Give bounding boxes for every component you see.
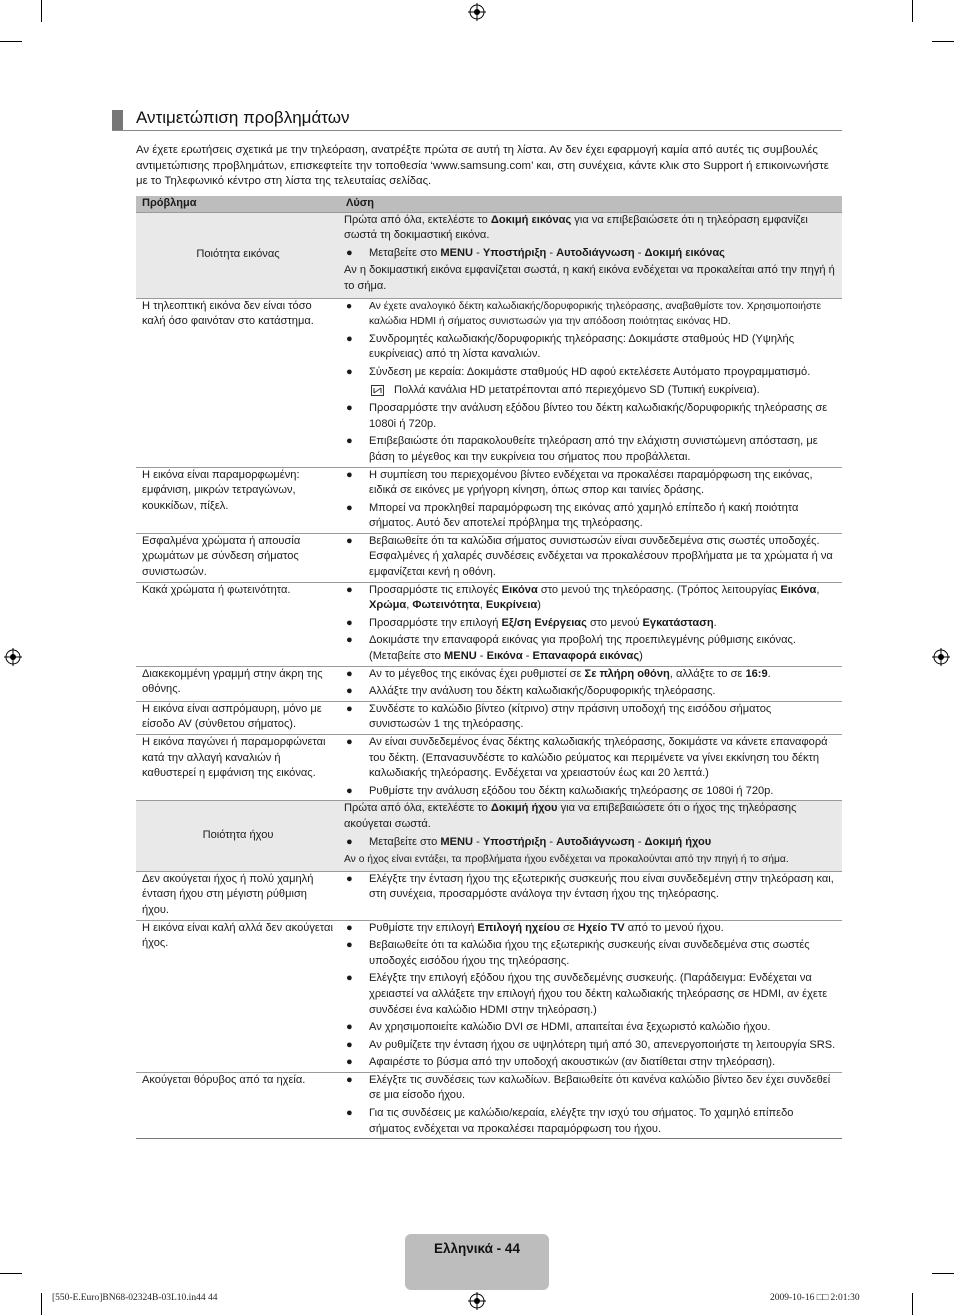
text-run: , αλλάξτε το σε <box>669 667 746 680</box>
bullet-icon: ● <box>346 1056 353 1069</box>
bullet-icon: ● <box>346 736 353 748</box>
text-run: . <box>713 616 717 629</box>
text-run: Αν ρυθμίζετε την ένταση ήχου σε υψηλότερη τιμή από 30, απενεργοποιήστε τη λειτουργία SRS. <box>369 1038 836 1051</box>
bullet-icon: ● <box>346 534 353 547</box>
text-run: Επιβεβαιώστε ότι παρακολουθείτε τηλεόραση από την ελάχιστη συνιστώμενη απόσταση, με βάση το μέγεθος και την ευκρίνεια του σήματος που προβάλλεται. <box>369 435 818 463</box>
table-body <box>136 212 842 1139</box>
bullet-icon: ● <box>346 1107 353 1120</box>
text-run: Βεβαιωθείτε ότι τα καλώδια σήματος συνιστωσών είναι συνδεδεμένα στις σωστές υποδοχές. Εσφαλμένες ή χαλαρές συνδέσεις ενδέχεται να προκαλέσουν προβλήματα με τα χρώματα ή να εμφανίζεται κενή η οθόνη. <box>369 534 833 579</box>
bullet-icon: ● <box>346 246 353 259</box>
text-run: - <box>473 246 483 259</box>
table-row <box>136 1072 842 1138</box>
text-run: Πολλά κανάλια HD μετατρέπονται από περιεχόμενο SD (Τυπική ευκρίνεια). <box>394 383 760 396</box>
text-run: Ελέγξτε την ένταση ήχου της εξωτερικής συσκευής που είναι συνδεδεμένη στην τηλεόραση και, στη συνέχεια, προσαρμόστε ανάλογα την ένταση ήχου της τηλεόρασης. <box>369 872 834 901</box>
bullet-icon: ● <box>346 402 353 415</box>
page-number-label: Ελληνικά - 44 <box>434 1241 520 1256</box>
bullet-icon: ● <box>346 921 353 934</box>
text-run: Προσαρμόστε την ανάλυση εξόδου βίντεο του δέκτη καλωδιακής/δορυφορικής τηλεόρασης σε 1080i ή 720p. <box>369 402 828 430</box>
problem-cell: Δεν ακούγεται ήχος ή πολύ χαμηλή ένταση ήχου στη μέγιστη ρύθμιση ήχου. <box>136 871 340 920</box>
text-run: Συνδρομητές καλωδιακής/δορυφορικής τηλεόρασης: Δοκιμάστε σταθμούς HD (Υψηλής ευκρίνειας) από τη λίστα καναλιών. <box>369 332 795 361</box>
bold-term: Επαναφορά εικόνας <box>532 650 640 663</box>
table-row <box>136 666 842 701</box>
text-run: Προσαρμόστε την επιλογή <box>369 616 502 629</box>
problem-cell: Κακά χρώματα ή φωτεινότητα. <box>136 582 340 666</box>
problem-cell: Ακούγεται θόρυβος από τα ηχεία. <box>136 1072 340 1138</box>
table-row <box>136 582 842 666</box>
bold-term: Δοκιμή ήχου <box>644 835 712 848</box>
solution-cell <box>340 920 842 1072</box>
solution-bullet <box>344 633 836 664</box>
text-run: Αν έχετε αναλογικό δέκτη καλωδιακής/δορυφορικής τηλεόρασης, αναβαθμίστε τον. Χρησιμοποιήστε καλώδια HDMI ή σήματος συνιστωσών για την απόδοση ποιότητας εικόνας HD. <box>369 300 822 328</box>
header-solution: Λύση <box>340 196 842 212</box>
text-run: στο μενού της τηλεόρασης. (Τρόπος λειτουργίας <box>537 583 781 596</box>
problem-cell: Η εικόνα είναι παραμορφωμένη: εμφάνιση, μικρών τετραγώνων, κουκκίδων, πίξελ. <box>136 467 340 533</box>
solution-cell <box>340 871 842 920</box>
table-row <box>136 533 842 582</box>
bullet-icon: ● <box>346 972 353 985</box>
solution-cell <box>340 533 842 582</box>
bold-term: Δοκιμή εικόνας <box>490 213 572 226</box>
solution-note <box>344 383 836 399</box>
solution-bullet <box>344 534 836 581</box>
bullet-icon: ● <box>346 939 353 952</box>
problem-cell: Η εικόνα παγώνει ή παραμορφώνεται κατά την αλλαγή καναλιών ή καθυστερεί η εμφάνιση της εικόνας. <box>136 735 340 801</box>
problem-cell: Η εικόνα είναι καλή αλλά δεν ακούγεται ήχος. <box>136 920 340 1072</box>
bold-term: MENU <box>440 835 474 848</box>
table-header-row <box>136 196 842 212</box>
solution-bullet <box>344 299 836 330</box>
bold-term: Χρώμα <box>369 599 407 612</box>
text-run: Βεβαιωθείτε ότι τα καλώδια ήχου της εξωτερικής συσκευής είναι συνδεδεμένα στις σωστές υποδοχές εισόδου ήχου της τηλεόρασης. <box>369 939 810 967</box>
bold-term: Δοκιμή ήχου <box>490 802 558 815</box>
problem-cell: Η τηλεοπτική εικόνα δεν είναι τόσο καλή όσο φαινόταν στο κατάστημα. <box>136 298 340 467</box>
table-row <box>136 920 842 1072</box>
text-run: Συνδέστε το καλώδιο βίντεο (κίτρινο) στην πράσινη υποδοχή της εισόδου σήματος συνιστωσών 1 της τηλεόρασης. <box>369 702 772 731</box>
text-run: Ελέγξτε τις συνδέσεις των καλωδίων. Βεβαιωθείτε ότι κανένα καλώδιο βίντεο δεν έχει συνδεθεί σε μια είσοδο ήχου. <box>369 1073 831 1102</box>
solution-bullet <box>344 1073 836 1104</box>
text-run: Αν η δοκιμαστική εικόνα εμφανίζεται σωστά, η κακή εικόνα ενδέχεται να προκαλείται από την πηγή ή το σήμα. <box>344 264 835 292</box>
problem-cell: Ποιότητα εικόνας <box>136 212 340 298</box>
text-run: Αφαιρέστε το βύσμα από την υποδοχή ακουστικών (αν διατίθεται στην τηλεόραση). <box>369 1056 776 1069</box>
crop-mark <box>41 1293 42 1315</box>
bullet-icon: ● <box>346 1038 353 1051</box>
table-row <box>136 701 842 734</box>
bold-term: Φωτεινότητα <box>412 599 480 612</box>
crop-mark <box>912 0 913 22</box>
bold-term: Υποστήριξη <box>482 246 547 259</box>
text-run: Πρώτα από όλα, εκτελέστε το <box>344 802 491 815</box>
solution-bullet <box>344 1020 836 1036</box>
problem-cell: Ποιότητα ήχου <box>136 801 340 871</box>
table-row <box>136 298 842 467</box>
solution-bullet <box>344 583 836 614</box>
solution-bullet <box>344 921 836 937</box>
header-problem: Πρόβλημα <box>136 196 340 212</box>
crop-mark <box>0 1273 22 1274</box>
bullet-icon: ● <box>346 1021 353 1034</box>
solution-bullet <box>344 938 836 969</box>
bullet-icon: ● <box>346 365 353 378</box>
table-row <box>136 467 842 533</box>
bold-term: Εξ/ση Ενέργειας <box>501 616 587 629</box>
solution-bullet <box>344 735 836 782</box>
text-run: - <box>634 835 645 848</box>
solution-cell <box>340 1072 842 1138</box>
solution-bullet <box>344 332 836 363</box>
text-run: . <box>767 667 771 680</box>
solution-cell <box>340 735 842 801</box>
text-run: Αν είναι συνδεδεμένος ένας δέκτης καλωδιακής τηλεόρασης, δοκιμάστε να κάνετε επαναφορά του δέκτη. (Επανασυνδέστε το καλώδιο ρεύματος και περιμένετε να γίνει εκκίνηση του δέκτη καλωδιακής τηλεόρασης. Ενδέχεται να χρειαστούν έως και 20 λεπτά.) <box>369 736 828 780</box>
troubleshooting-table <box>136 196 842 1139</box>
text-run: Μεταβείτε στο <box>369 246 441 259</box>
table-row <box>136 871 842 920</box>
solution-paragraph <box>344 852 836 868</box>
text-run: Ρυθμίστε την ανάλυση εξόδου του δέκτη καλωδιακής τηλεόρασης σε 1080i ή 720p. <box>369 784 774 797</box>
text-run: Για τις συνδέσεις με καλώδιο/κεραία, ελέγξτε την ισχύ του σήματος. Το χαμηλό επίπεδο σήματος ενδέχεται να προκαλέσει παραμόρφωση του ήχου. <box>369 1107 794 1135</box>
registration-mark-icon <box>932 648 950 666</box>
text-run: Αν το μέγεθος της εικόνας έχει ρυθμιστεί σε <box>369 667 585 680</box>
bullet-icon: ● <box>346 435 353 448</box>
bullet-icon: ● <box>346 872 353 885</box>
solution-bullet <box>344 835 836 851</box>
text-run: από το μενού ήχου. <box>624 921 724 934</box>
text-run: Ελέγξτε την επιλογή εξόδου ήχου της συνδεδεμένης συσκευής. (Παράδειγμα: Ενδέχεται να χρειαστεί να αλλάξετε την επιλογή ήχου του δέκτη καλωδιακής τηλεόρασης σε HDMI, αν έχετε συνδέσει ένα καλώδιο HDMI στην τηλεόραση.) <box>369 972 828 1016</box>
crop-mark <box>912 1293 913 1315</box>
table-row <box>136 801 842 871</box>
bullet-icon: ● <box>346 332 353 345</box>
text-run: Δοκιμάστε την επαναφορά εικόνας για προβολή της προεπιλεγμένης ρύθμισης εικόνας. (Μεταβείτε στο <box>369 634 796 663</box>
bullet-icon: ● <box>346 667 353 680</box>
text-run: για να επιβεβαιώσετε ότι ο ήχος της τηλεόρασης ακούγεται σωστά. <box>344 802 797 830</box>
solution-paragraph <box>344 801 836 832</box>
text-run: - <box>546 835 557 848</box>
text-run: Αν ο ήχος είναι εντάξει, τα προβλήματα ήχου ενδέχεται να προκαλούνται από την πηγή ή το σήμα. <box>344 854 789 866</box>
bullet-icon: ● <box>346 616 353 629</box>
bullet-icon: ● <box>346 1073 353 1086</box>
text-run: για να επιβεβαιώσετε ότι η τηλεόραση εμφανίζει σωστά τη δοκιμαστική εικόνα. <box>344 213 808 242</box>
note-icon <box>371 385 384 396</box>
text-run: Προσαρμόστε τις επιλογές <box>369 583 502 596</box>
table-row <box>136 212 842 298</box>
text-run: Αν χρησιμοποιείτε καλώδιο DVI σε HDMI, απαιτείται ένα ξεχωριστό καλώδιο ήχου. <box>369 1021 771 1034</box>
crop-mark <box>932 1273 954 1274</box>
text-run: , <box>816 583 820 596</box>
text-run: Σύνδεση με κεραία: Δοκιμάστε σταθμούς HD αφού εκτελέσετε Αυτόματο προγραμματισμό. <box>369 365 811 378</box>
solution-paragraph <box>344 213 836 244</box>
bold-term: 16:9 <box>745 667 768 680</box>
solution-cell <box>340 467 842 533</box>
intro-paragraph: Αν έχετε ερωτήσεις σχετικά με την τηλεόραση, ανατρέξτε πρώτα σε αυτή τη λίστα. Αν δεν έχει εφαρμογή καμία από αυτές τις συμβουλές αντιμετώπισης προβλημάτων, επισκεφτείτε την τοποθεσία ‘www.samsung.com’ και, στη συνέχεια, κάντε κλικ στο Support ή επικοινωνήστε με το Τηλεφωνικό κέντρο στη λίστα της τελευταίας σελίδας. <box>136 144 829 188</box>
registration-mark-icon <box>468 1292 486 1310</box>
text-run: - <box>473 835 483 848</box>
solution-bullet <box>344 468 836 499</box>
crop-mark <box>41 0 42 22</box>
registration-mark-icon <box>468 3 486 21</box>
text-run: ) <box>537 599 541 612</box>
bold-term: Σε πλήρη οθόνη <box>584 667 670 680</box>
table-row <box>136 735 842 801</box>
text-run: στο μενού <box>586 616 643 629</box>
bullet-icon: ● <box>346 300 353 312</box>
crop-mark <box>0 41 22 42</box>
text-run: , <box>406 599 413 612</box>
solution-cell <box>340 801 842 871</box>
solution-bullet <box>344 501 836 532</box>
solution-paragraph <box>344 263 836 294</box>
text-run: ) <box>639 650 643 663</box>
solution-bullet <box>344 616 836 632</box>
bold-term: Αυτοδιάγνωση <box>556 246 635 259</box>
text-run: Μεταβείτε στο <box>369 835 441 848</box>
solution-cell <box>340 701 842 734</box>
bullet-icon: ● <box>346 634 353 647</box>
bold-term: Εικόνα <box>780 583 817 596</box>
solution-bullet <box>344 1106 836 1137</box>
solution-bullet <box>344 401 836 432</box>
print-info-right: 2009-10-16 □□ 2:01:30 <box>770 1293 860 1303</box>
bullet-icon: ● <box>346 784 353 797</box>
solution-bullet <box>344 702 836 733</box>
bold-term: MENU <box>444 650 477 663</box>
registration-mark-icon <box>4 648 22 666</box>
section-marker <box>112 110 123 130</box>
solution-bullet <box>344 684 836 700</box>
solution-bullet <box>344 667 836 683</box>
problem-cell: Η εικόνα είναι ασπρόμαυρη, μόνο με είσοδο AV (σύνθετου σήματος). <box>136 701 340 734</box>
text-run: - <box>546 246 557 259</box>
bullet-icon: ● <box>346 583 353 596</box>
text-run: Πρώτα από όλα, εκτελέστε το <box>344 213 491 226</box>
bold-term: MENU <box>440 246 474 259</box>
bold-term: Δοκιμή εικόνας <box>644 246 725 259</box>
page-title: Αντιμετώπιση προβλημάτων <box>136 108 350 127</box>
solution-cell <box>340 298 842 467</box>
crop-mark <box>932 41 954 42</box>
text-run: , <box>479 599 486 612</box>
solution-cell <box>340 582 842 666</box>
text-run: - <box>476 650 487 663</box>
print-info-left: [550-E.Euro]BN68-02324B-03L10.in44 44 <box>52 1293 218 1303</box>
bold-term: Υποστήριξη <box>482 835 547 848</box>
bold-term: Ηχείο TV <box>577 921 625 934</box>
solution-bullet <box>344 434 836 465</box>
text-run: Ρυθμίστε την επιλογή <box>369 921 478 934</box>
bullet-icon: ● <box>346 702 353 715</box>
text-run: Μπορεί να προκληθεί παραμόρφωση της εικόνας από χαμηλό επίπεδο ή κακή ποιότητα σήματος. Αυτό δεν αποτελεί πρόβλημα της τηλεόρασης. <box>369 501 799 530</box>
bold-term: Εικόνα <box>486 650 523 663</box>
bold-term: Ευκρίνεια <box>485 599 538 612</box>
solution-bullet <box>344 872 836 903</box>
text-run: - <box>522 650 533 663</box>
solution-bullet <box>344 971 836 1018</box>
text-run: Η συμπίεση του περιεχομένου βίντεο ενδέχεται να προκαλέσει παραμόρφωση της εικόνας, ειδικά σε εικόνες με γρήγορη κίνηση, όπως σπορ και ταινίες δράσης. <box>369 468 813 497</box>
bullet-icon: ● <box>346 685 353 698</box>
solution-bullet <box>344 246 836 262</box>
bullet-icon: ● <box>346 501 353 514</box>
bullet-icon: ● <box>346 468 353 481</box>
bullet-icon: ● <box>346 835 353 848</box>
text-run: - <box>634 246 645 259</box>
title-divider <box>112 130 842 131</box>
bold-term: Επιλογή ηχείου <box>477 921 560 934</box>
solution-cell <box>340 212 842 298</box>
problem-cell: Διακεκομμένη γραμμή στην άκρη της οθόνης. <box>136 666 340 701</box>
bold-term: Εικόνα <box>501 583 538 596</box>
bold-term: Εγκατάσταση <box>642 616 714 629</box>
problem-cell: Εσφαλμένα χρώματα ή απουσία χρωμάτων με σύνδεση σήματος συνιστωσών. <box>136 533 340 582</box>
solution-cell <box>340 666 842 701</box>
solution-bullet <box>344 784 836 800</box>
solution-bullet <box>344 1055 836 1071</box>
text-run: σε <box>559 921 578 934</box>
bold-term: Αυτοδιάγνωση <box>556 835 635 848</box>
solution-bullet <box>344 1038 836 1054</box>
text-run: Αλλάξτε την ανάλυση του δέκτη καλωδιακής/δορυφορικής τηλεόρασης. <box>369 685 716 698</box>
solution-bullet <box>344 365 836 381</box>
